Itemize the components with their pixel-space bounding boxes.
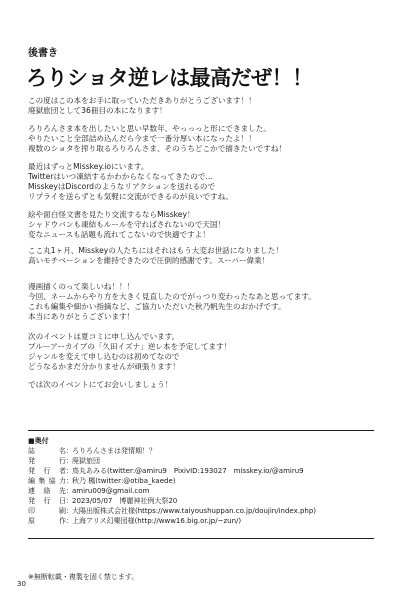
colophon-row: 誌名 ： ろりろんさまは発情期！？ (28, 446, 316, 456)
row-value: ろりろんさまは発情期！？ (72, 447, 156, 455)
text-line: では次のイベントにてお会いしましょう！ (28, 380, 173, 389)
text-line: 変なニュースも話題も流れてこないので快適ですよ！ (28, 230, 210, 239)
divider (28, 430, 374, 431)
text-line: ジャンルを変えて申し込むのは初めてなので (28, 352, 180, 361)
row-label: 編集協力 (28, 477, 66, 485)
text-line: MisskeyはDiscordのようなリアクションを送れるので (28, 182, 216, 191)
colophon (28, 436, 316, 526)
text-line: 廃獄旅団として36冊目の本になります！ (28, 106, 167, 115)
paragraph (28, 210, 225, 240)
text-line: 今回、ネームからやり方を大きく見直したのでがっつり変わったなあと思ってます。 (28, 292, 316, 301)
row-value: 秋乃 楓(twitter:@otiba_kaede) (72, 477, 176, 485)
row-label: 印刷 (28, 507, 66, 515)
colophon-row: 連絡先 ： amiru009@gmail.com (28, 486, 316, 496)
text-line: ブルーアーカイブの「久田イズナ」逆レ本を予定してます！ (28, 342, 232, 351)
page-title: ろりショタ逆レは最高だぜ！！ (26, 66, 313, 90)
text-line: ここ丸1ヶ月、Misskeyの人たちにはそれはもう大変お世話になりました！ (28, 246, 283, 255)
section-subtitle: 後書き (28, 48, 58, 59)
row-value: 上海アリス幻樂団様(http://www16.big.or.jp/~zun/) (72, 517, 242, 525)
text-line: シャドウバンも凍結もルールを守ればされないので天国！ (28, 220, 226, 229)
row-value: amiru009@gmail.com (72, 487, 150, 495)
page-number: 30 (17, 580, 26, 588)
row-value: 2023/05/07 博麗神社例大祭20 (72, 497, 178, 505)
text-line: この度はこの本をお手に取っていただきありがとうございます！！ (28, 96, 256, 105)
row-label: 発行 (28, 457, 66, 465)
paragraph (28, 124, 286, 154)
text-line: 複数のショタを搾り取るろりろんさま、そのうちどこかで描きたいですね！ (28, 144, 287, 153)
paragraph (28, 332, 231, 372)
row-value: 廃獄旅団 (72, 457, 100, 465)
text-line: どうなるかまだ分かりませんが頑張ります！ (28, 362, 180, 371)
paragraph (28, 246, 283, 266)
text-line: 本当にありがとうございます！ (28, 312, 135, 321)
text-line: 高いモチベーションを維持できたので圧倒的感謝です。スーパー偉業！ (28, 256, 270, 265)
colophon-row: 原作 ： 上海アリス幻樂団様(http://www16.big.or.jp/~zun/) (28, 516, 316, 526)
colophon-row: 発行日 ： 2023/05/07 博麗神社例大祭20 (28, 496, 316, 506)
paragraph (28, 96, 256, 116)
row-value: 大陽出版株式会社様(https://www.taiyoushuppan.co.jp/doujin/index.php) (72, 507, 317, 515)
paragraph (28, 282, 316, 322)
row-label: 発行者 (28, 467, 66, 475)
row-label: 原作 (28, 517, 66, 525)
colophon-heading: ■奥付 (28, 437, 49, 445)
copyright-notice: ※無断転載・複製を固く禁じます。 (28, 573, 139, 581)
text-line: 絵や面白怪文書を見たり交流するならMisskey！ (28, 210, 195, 219)
row-label: 誌名 (28, 447, 66, 455)
text-line: これも編集や細かい指摘など、ご協力いただいた秋乃帆先生のおかげです。 (28, 302, 286, 311)
text-line: やりたいこと全部詰め込んだら今まで一番分厚い本になったよ！！ (28, 134, 256, 143)
text-line: ろりろんさま本を出したいと思い早数年、やっっっと形にできました。 (28, 124, 271, 133)
colophon-row: 印刷 ： 大陽出版株式会社様(https://www.taiyoushuppan.co.jp/doujin/index.php) (28, 507, 317, 515)
row-value: 鳥丸あみる(twitter:@amiru9 PixivID:193027 misskey.io/@amiru9 (72, 467, 304, 475)
colophon-row: 発行 ： 廃獄旅団 (28, 456, 316, 466)
row-label: 連絡先 (28, 487, 66, 495)
text-line: Twitterはいつ凍結するかわからなくなってきたので… (28, 172, 213, 181)
paragraph (28, 162, 233, 202)
text-line: 次のイベントは夏コミに申し込んでいます。 (28, 332, 180, 341)
paragraph (28, 380, 172, 390)
colophon-row: 編集協力 ： 秋乃 楓(twitter:@otiba_kaede) (28, 476, 316, 486)
text-line: 漫画描くのって楽しいね！！！ (28, 282, 135, 291)
divider (28, 538, 374, 539)
text-line: 最近はずっとMisskey.ioにいます。 (28, 162, 149, 171)
colophon-row: 発行者 ： 鳥丸あみる(twitter:@amiru9 PixivID:193027 misskey.io/@amiru9 (28, 466, 316, 476)
text-line: リプライを送らずとも気軽に交流ができるのが良いですね。 (28, 192, 233, 201)
row-label: 発行日 (28, 497, 66, 505)
